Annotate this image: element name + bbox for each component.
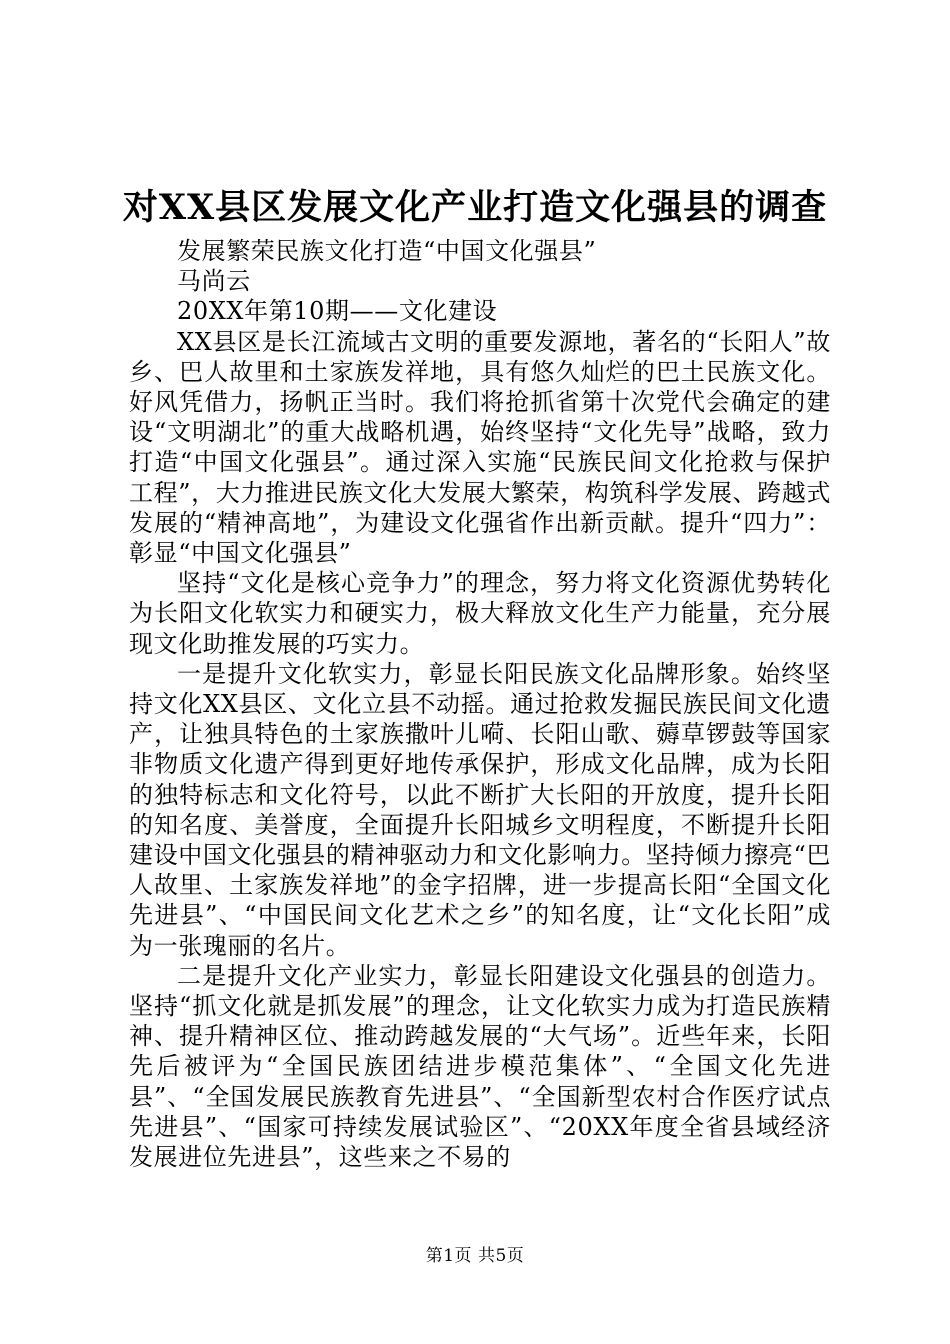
document-body: [129, 236, 831, 1172]
body-paragraph: XX县区是长江流域古文明的重要发源地，著名的“长阳人”故乡、巴人故里和土家族发祥地，具有悠久灿烂的巴土民族文化。好风凭借力，扬帆正当时。我们将抢抓省第十次党代会确定的建设“文明湖北”的重大战略机遇，始终坚持“文化先导”战略，致力打造“中国文化强县”。通过深入实施“民族民间文化抢救与保护工程”，大力推进民族文化大发展大繁荣，构筑科学发展、跨越式发展的“精神高地”，为建设文化强省作出新贡献。提升“四力”：彰显“中国文化强县”: [129, 327, 831, 568]
body-paragraph: 一是提升文化软实力，彰显长阳民族文化品牌形象。始终坚持文化XX县区、文化立县不动摇。通过抢救发掘民族民间文化遗产，让独具特色的土家族撒叶儿嗬、长阳山歌、薅草锣鼓等国家非物质文化遗产得到更好地传承保护，形成文化品牌，成为长阳的独特标志和文化符号，以此不断扩大长阳的开放度，提升长阳的知名度、美誉度，全面提升长阳城乡文明程度，不断提升长阳建设中国文化强县的精神驱动力和文化影响力。坚持倾力擦亮“巴人故里、土家族发祥地”的金字招牌，进一步提高长阳“全国文化先进县”、“中国民间文化艺术之乡”的知名度，让“文化长阳”成为一张瑰丽的名片。: [129, 659, 831, 960]
subtitle-line: 发展繁荣民族文化打造“中国文化强县”: [177, 237, 597, 265]
body-paragraph: 坚持“文化是核心竞争力”的理念，努力将文化资源优势转化为长阳文化软实力和硬实力，极大释放文化生产力能量，充分展现文化助推发展的巧实力。: [129, 569, 831, 658]
issue-line: 20XX年第10期——文化建设: [177, 297, 498, 326]
document-title: 对XX县区发展文化产业打造文化强县的调查: [122, 187, 828, 228]
author-line: 马尚云: [177, 267, 251, 296]
page-number-footer: 第1页 共5页: [425, 1246, 525, 1266]
body-paragraph: 二是提升文化产业实力，彰显长阳建设文化强县的创造力。坚持“抓文化就是抓发展”的理念，让文化软实力成为打造民族精神、提升精神区位、推动跨越发展的“大气场”。近些年来，长阳先后被评为“全国民族团结进步模范集体”、“全国文化先进县”、“全国发展民族教育先进县”、“全国新型农村合作医疗试点先进县”、“国家可持续发展试验区”、“20XX年度全省县域经济发展进位先进县”，这些来之不易的: [129, 961, 831, 1172]
